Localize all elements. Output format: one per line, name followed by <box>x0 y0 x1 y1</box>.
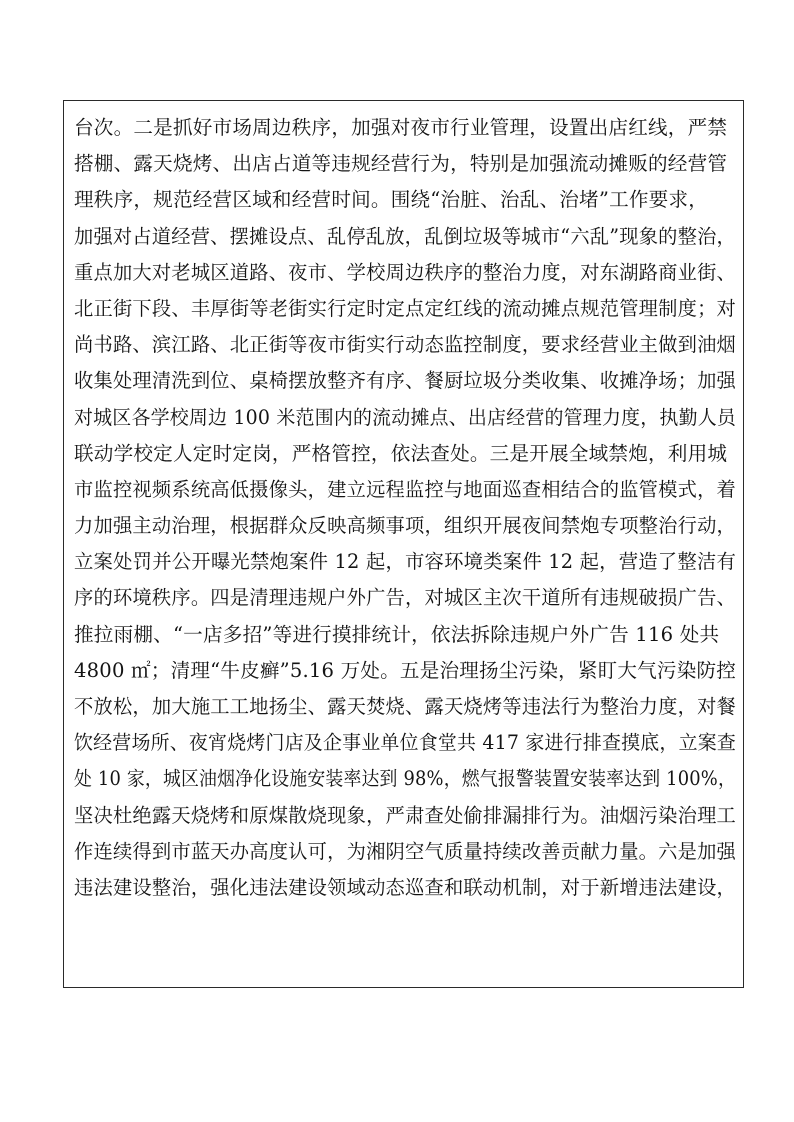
text-line-content: 4800 ㎡；清理“牛皮癣”5.16 万处。五是治理扬尘污染，紧盯大气污染防控 <box>74 658 737 682</box>
text-line <box>74 653 736 689</box>
text-line-content: 饮经营场所、夜宵烧烤门店及企事业单位食堂共 417 家进行排查摸底，立案查 <box>74 731 737 755</box>
text-line-content: 坚决杜绝露天烧烤和原煤散烧现象，严肃查处偷排漏排行为。油烟污染治理工 <box>74 803 737 827</box>
text-line <box>74 834 736 870</box>
text-line-content: 推拉雨棚、“一店多招”等进行摸排统计，依法拆除违规户外广告 116 处共 <box>74 622 720 646</box>
text-line <box>74 689 736 725</box>
text-line <box>74 544 736 580</box>
text-line <box>74 400 736 436</box>
text-line <box>74 182 736 218</box>
text-line <box>74 255 736 291</box>
text-line-content: 联动学校定人定时定岗，严格管控，依法查处。三是开展全域禁炮，利用城 <box>74 441 728 465</box>
text-line-content: 理秩序，规范经营区域和经营时间。围绕“治脏、治乱、治堵”工作要求， <box>74 188 709 212</box>
text-line <box>74 327 736 363</box>
text-line-content: 违法建设整治，强化违法建设领域动态巡查和联动机制，对于新增违法建设， <box>74 875 737 899</box>
text-line <box>74 617 736 653</box>
text-line-content: 尚书路、滨江路、北正街等夜市街实行动态监控制度，要求经营业主做到油烟 <box>74 333 737 357</box>
text-line <box>74 508 736 544</box>
text-line-content: 收集处理清洗到位、桌椅摆放整齐有序、餐厨垃圾分类收集、收摊净场；加强 <box>74 369 737 393</box>
text-line-content: 立案处罚并公开曝光禁炮案件 12 起，市容环境类案件 12 起，营造了整洁有 <box>74 550 737 574</box>
text-line <box>74 761 736 797</box>
text-line-content: 作连续得到市蓝天办高度认可，为湘阴空气质量持续改善贡献力量。六是加强 <box>74 839 737 863</box>
text-line <box>74 363 736 399</box>
text-line <box>74 580 736 616</box>
text-line-content: 搭棚、露天烧烤、出店占道等违规经营行为，特别是加强流动摊贩的经营管 <box>74 152 728 176</box>
text-line <box>74 472 736 508</box>
text-line-content: 台次。二是抓好市场周边秩序，加强对夜市行业管理，设置出店红线，严禁 <box>74 116 728 139</box>
text-line-content: 对城区各学校周边 100 米范围内的流动摊点、出店经营的管理力度，执勤人员 <box>74 405 737 429</box>
text-line-content: 加强对占道经营、摆摊设点、乱停乱放，乱倒垃圾等城市“六乱”现象的整治， <box>74 224 736 248</box>
text-line <box>74 870 736 906</box>
text-line-content: 不放松，加大施工工地扬尘、露天焚烧、露天烧烤等违法行为整治力度，对餐 <box>74 695 737 718</box>
text-line-content: 处 10 家，城区油烟净化设施安装率达到 98%，燃气报警装置安装率达到 100%， <box>74 767 736 791</box>
text-line <box>74 219 736 255</box>
text-line <box>74 725 736 761</box>
text-line-content: 力加强主动治理，根据群众反映高频事项，组织开展夜间禁炮专项整治行动， <box>74 514 737 538</box>
text-line <box>74 110 736 146</box>
text-line <box>74 146 736 182</box>
text-line <box>74 798 736 834</box>
body-text <box>74 110 736 906</box>
text-line-content: 北正街下段、丰厚街等老街实行定时定点定红线的流动摊点规范管理制度；对 <box>74 296 737 320</box>
text-line <box>74 436 736 472</box>
text-line-content: 重点加大对老城区道路、夜市、学校周边秩序的整治力度，对东湖路商业街、 <box>74 260 737 284</box>
text-line <box>74 291 736 327</box>
text-line-content: 市监控视频系统高低摄像头，建立远程监控与地面巡查相结合的监管模式，着 <box>74 477 737 501</box>
text-line-content: 序的环境秩序。四是清理违规户外广告，对城区主次干道所有违规破损广告、 <box>74 586 737 610</box>
